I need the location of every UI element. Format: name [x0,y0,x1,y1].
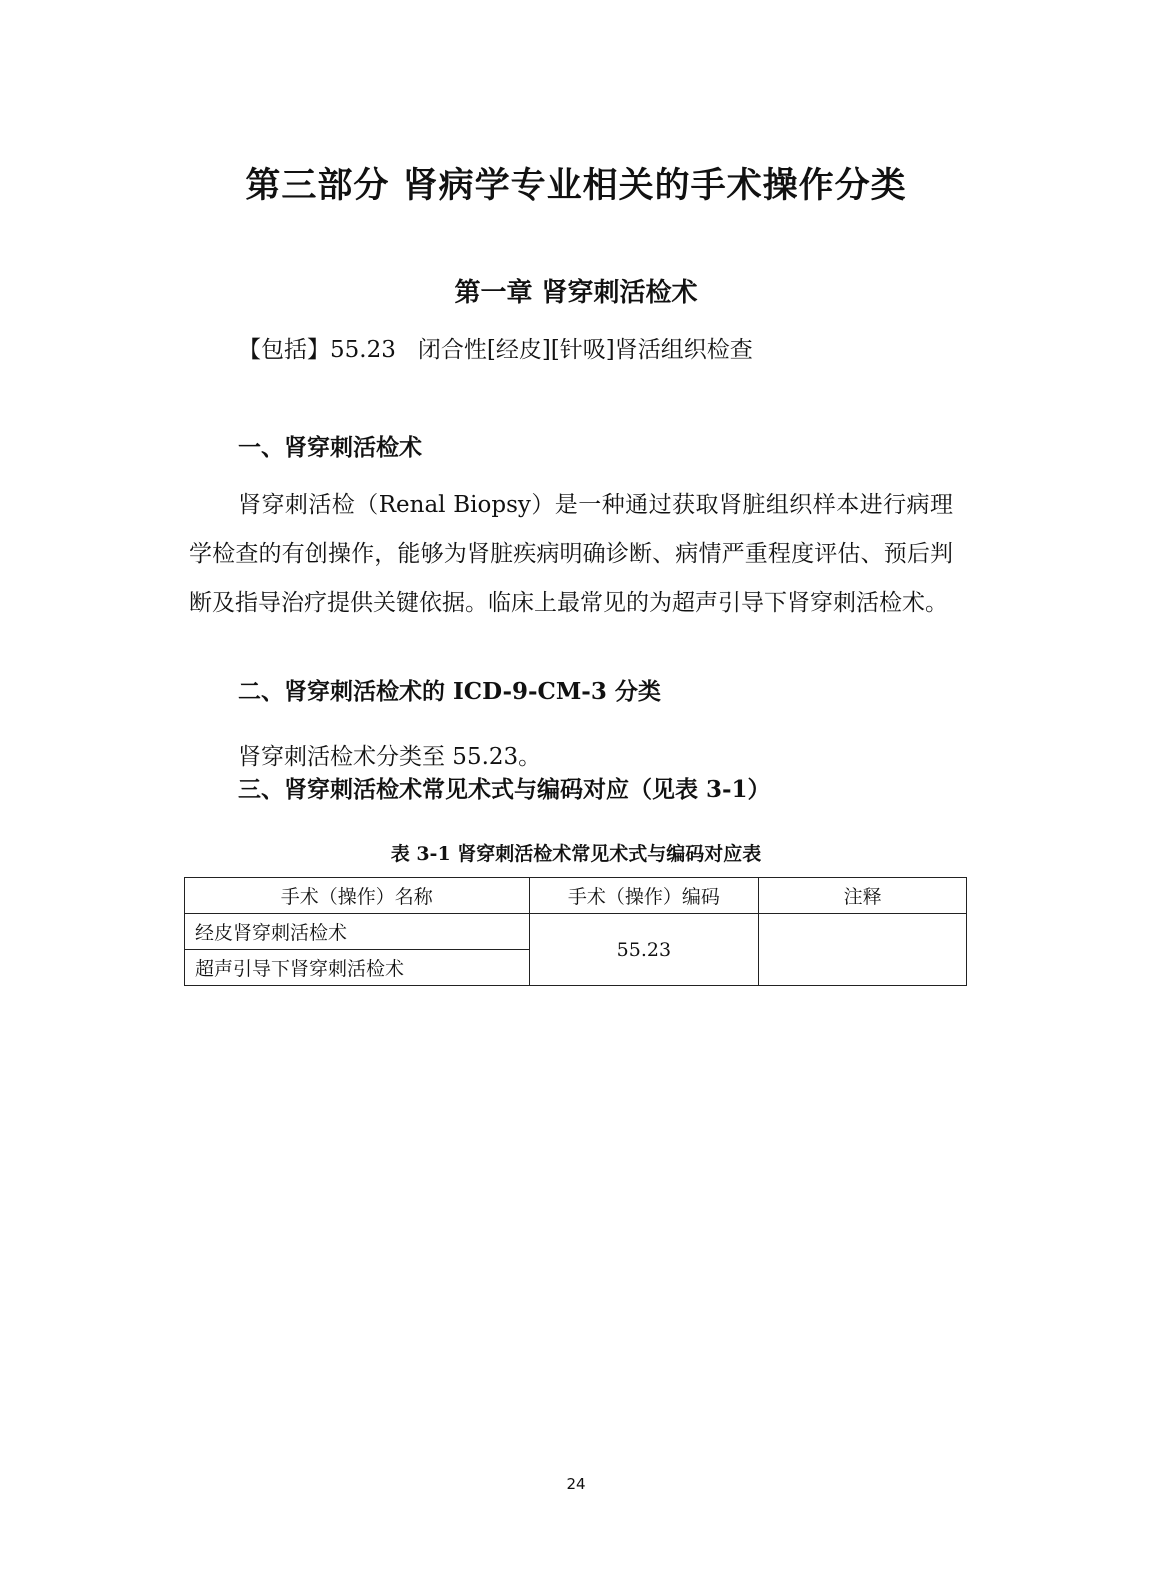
section-heading-1: 一、肾穿刺活检术 [238,434,422,461]
header-procedure-name: 手术（操作）名称 [185,878,530,914]
table-caption: 表 3-1 肾穿刺活检术常见术式与编码对应表 [390,843,762,865]
includes-line [238,333,753,367]
includes-label: 【包括】55.23 [238,337,396,363]
header-procedure-code: 手术（操作）编码 [529,878,759,914]
procedure-code-cell: 55.23 [529,914,759,986]
section-heading-3: 三、肾穿刺活检术常见术式与编码对应（见表 3-1） [238,776,771,803]
includes-text: 闭合性[经皮][针吸]肾活组织检查 [417,337,753,363]
note-cell [759,914,967,986]
part-title: 第三部分 肾病学专业相关的手术操作分类 [245,166,907,206]
chapter-title: 第一章 肾穿刺活检术 [454,278,698,308]
page-number: 24 [566,1475,586,1493]
table-header-row [185,878,967,914]
procedure-code-table [184,877,967,986]
procedure-name-cell: 超声引导下肾穿刺活检术 [185,950,530,986]
table-row [185,914,967,950]
section-text-2: 肾穿刺活检术分类至 55.23。 [238,744,542,770]
section-heading-2: 二、肾穿刺活检术的 ICD-9-CM-3 分类 [238,678,661,705]
header-note: 注释 [759,878,967,914]
procedure-name-cell: 经皮肾穿刺活检术 [185,914,530,950]
section-paragraph-1: 肾穿刺活检（Renal Biopsy）是一种通过获取肾脏组织样本进行病理学检查的有创操作，能够为肾脏疾病明确诊断、病情严重程度评估、预后判断及指导治疗提供关键依据。临床上最常见的为超声引导下肾穿刺活检术。 [189,492,953,616]
